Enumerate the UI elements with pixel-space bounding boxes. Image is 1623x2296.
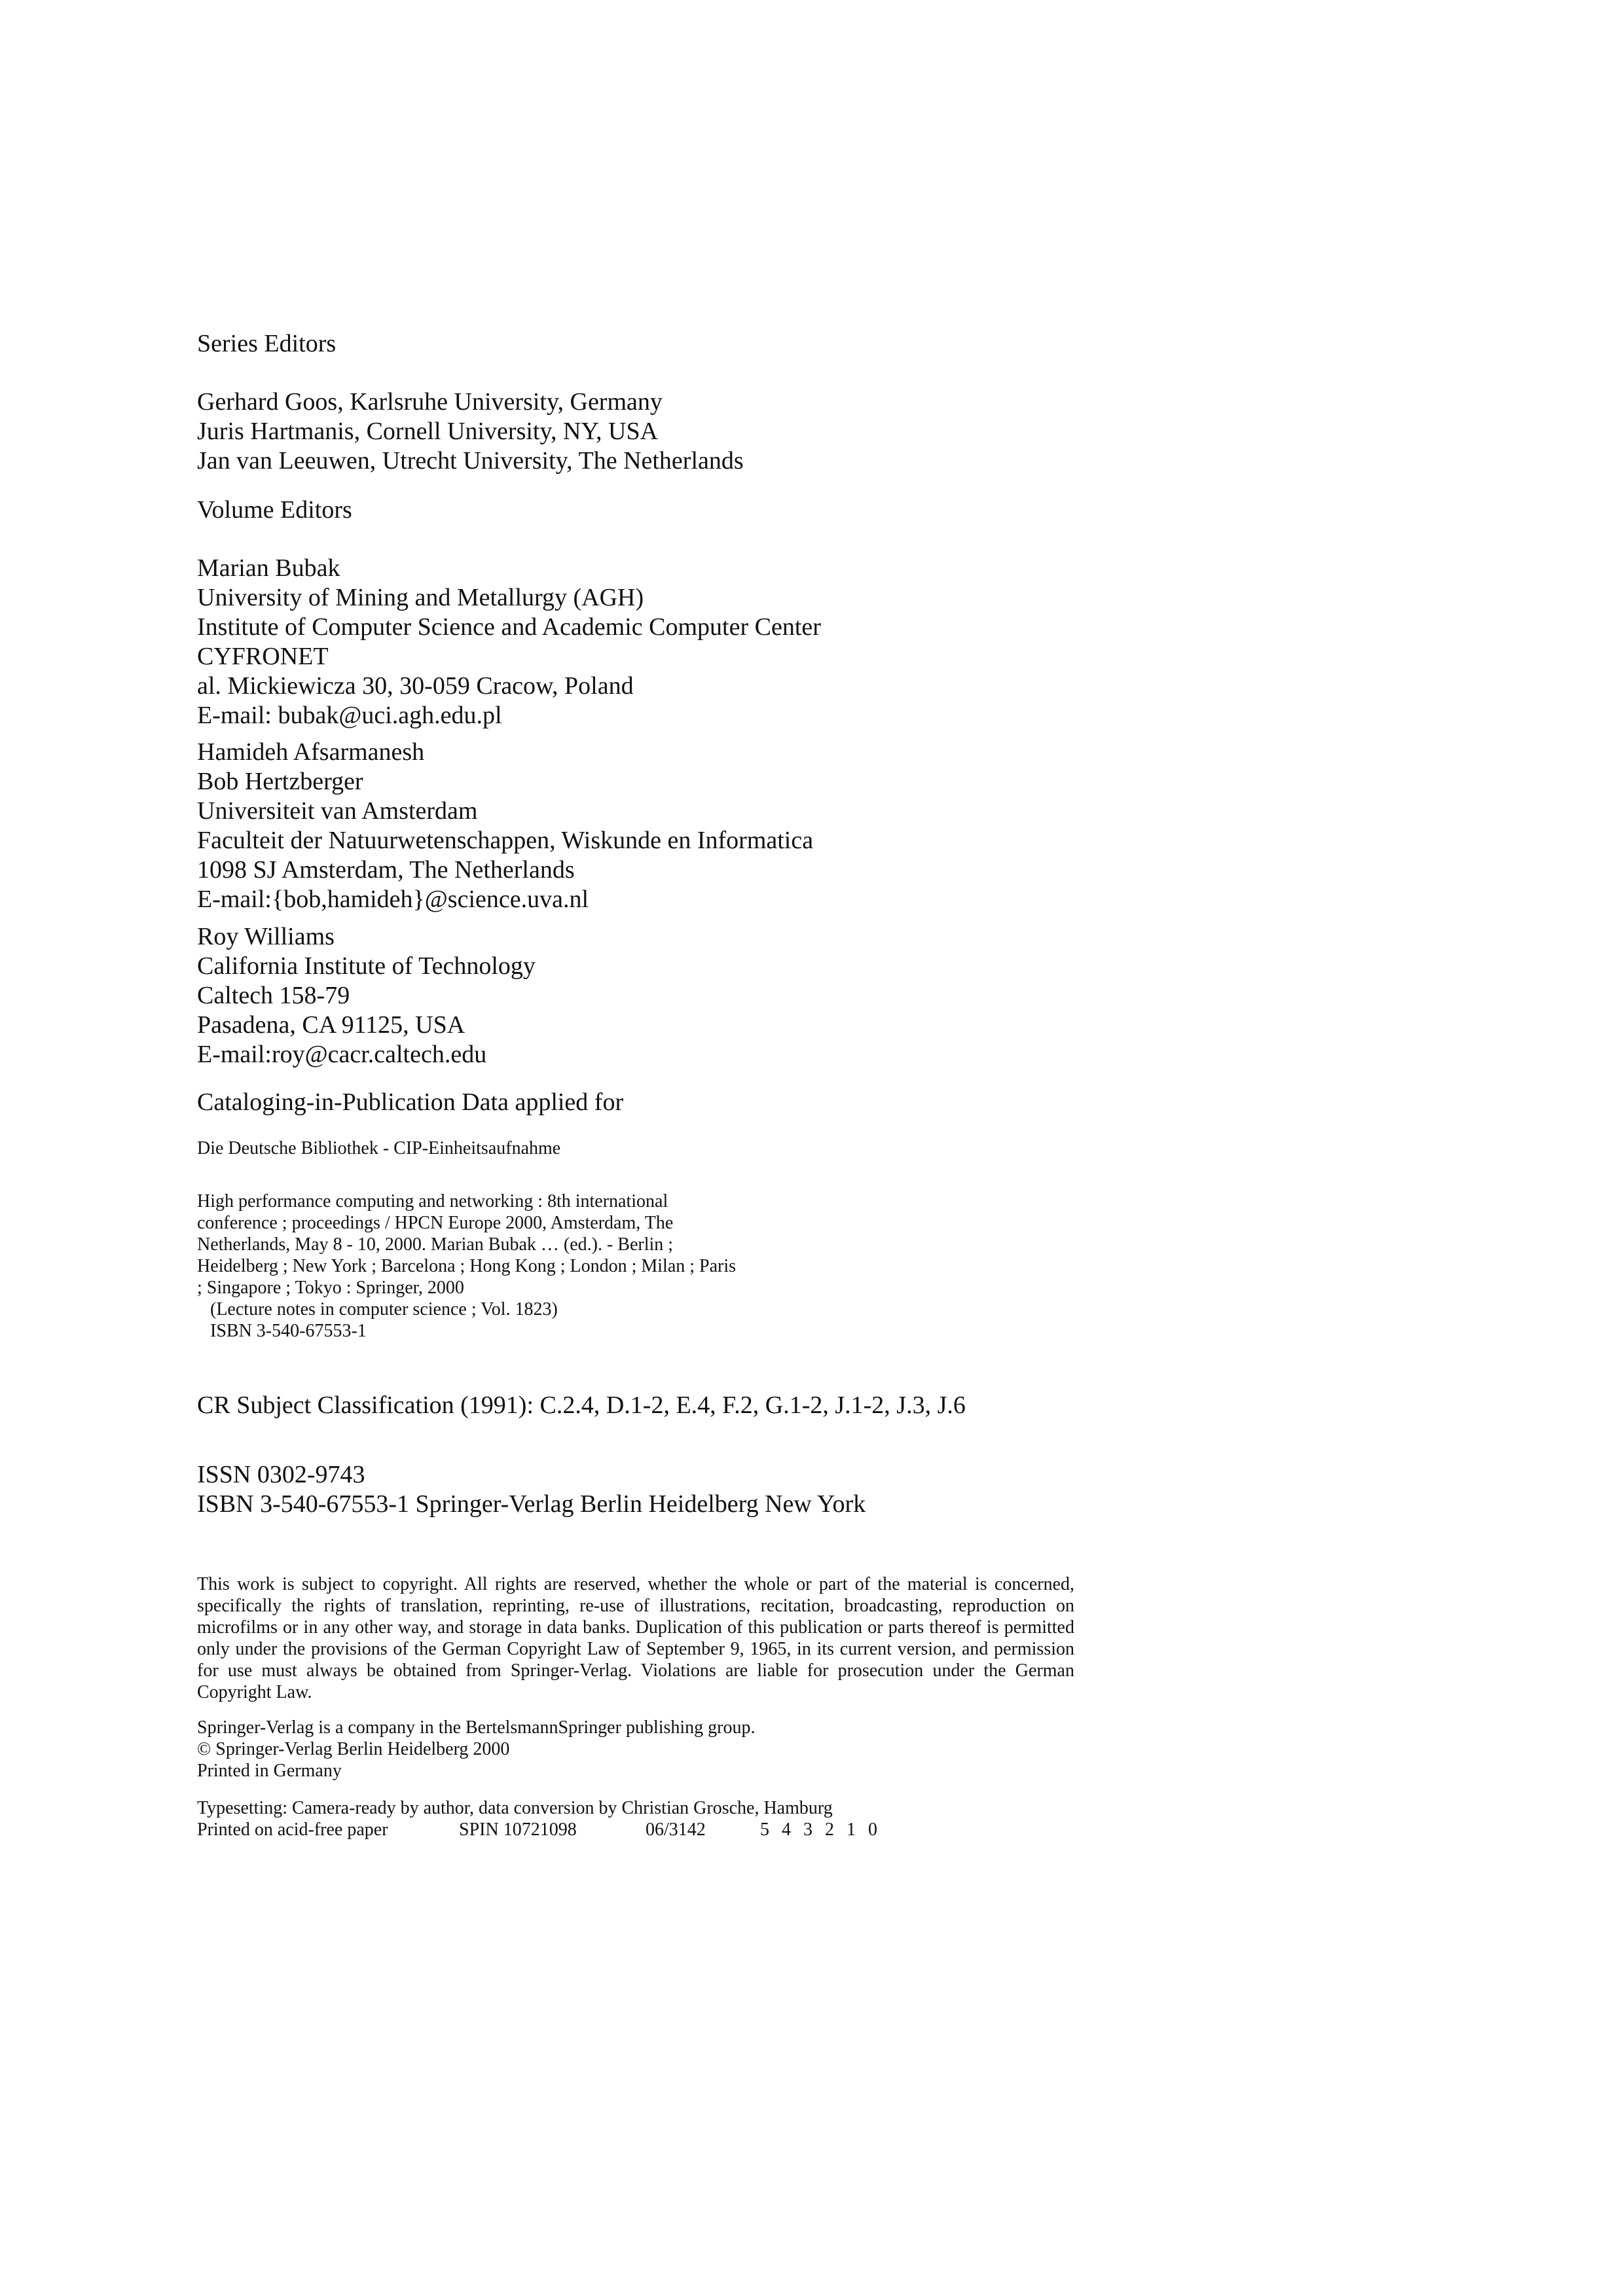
editor-name: Hamideh Afsarmanesh <box>197 738 425 766</box>
editor-affiliation: University of Mining and Metallurgy (AGH) <box>197 584 644 611</box>
isbn: ISBN 3-540-67553-1 Springer-Verlag Berlin Heidelberg New York <box>197 1490 866 1518</box>
classification <box>197 1391 966 1420</box>
cip-applied-text: Cataloging-in-Publication Data applied for <box>197 1088 624 1116</box>
editor-address: al. Mickiewicza 30, 30-059 Cracow, Poland <box>197 672 634 700</box>
cip-record-line: Netherlands, May 8 - 10, 2000. Marian Bubak … (ed.). - Berlin ; <box>197 1234 674 1255</box>
copyright-notice-text: This work is subject to copyright. All rights are reserved, whether the whole or part of the material is concerned, specifically the rights of translation, reprinting, re-use of illustrations, recitation, broadcasting, reproduction on microfilms or in any other way, and storage in data banks. Duplication of this publication or parts thereof is permitted only under the provisions of the German Copyright Law of September 9, 1965, in its current version, and permission for use must always be obtained from Springer-Verlag. Violations are liable for prosecution under the German Copyright Law. <box>197 1574 1074 1702</box>
series-editor-line: Gerhard Goos, Karlsruhe University, Germany <box>197 388 663 416</box>
publisher-group: Springer-Verlag is a company in the BertelsmannSpringer publishing group. <box>197 1717 756 1738</box>
publisher-info <box>197 1717 756 1782</box>
spin-number: SPIN 10721098 <box>459 1820 577 1840</box>
classification-text: CR Subject Classification (1991): C.2.4, D.1-2, E.4, F.2, G.1-2, J.1-2, J.3, J.6 <box>197 1391 966 1419</box>
copyright-line: © Springer-Verlag Berlin Heidelberg 2000 <box>197 1739 510 1759</box>
cip-applied <box>197 1088 623 1117</box>
cip-library-text: Die Deutsche Bibliothek - CIP-Einheitsaufnahme <box>197 1138 561 1158</box>
issn: ISSN 0302-9743 <box>197 1461 365 1488</box>
print-run: 5 4 3 2 1 0 <box>760 1820 881 1840</box>
cip-record <box>197 1191 736 1342</box>
identifiers <box>197 1460 866 1519</box>
imprint <box>197 1797 881 1840</box>
editor-affiliation: California Institute of Technology <box>197 952 536 980</box>
imprint-row <box>197 1819 881 1840</box>
editor-name: Marian Bubak <box>197 554 340 582</box>
series-editors-heading: Series Editors <box>197 330 337 357</box>
editor-name: Roy Williams <box>197 923 335 950</box>
editor-address: Pasadena, CA 91125, USA <box>197 1011 465 1039</box>
volume-editors-section <box>197 495 352 525</box>
editor-affiliation: Institute of Computer Science and Academic Computer Center <box>197 613 821 641</box>
editor-email: E-mail:{bob,hamideh}@science.uva.nl <box>197 886 589 913</box>
cip-isbn: ISBN 3-540-67553-1 <box>210 1321 367 1341</box>
typesetting-line: Typesetting: Camera-ready by author, data conversion by Christian Grosche, Hamburg <box>197 1798 833 1818</box>
paper-note: Printed on acid-free paper <box>197 1820 388 1840</box>
cip-record-line: Heidelberg ; New York ; Barcelona ; Hong Kong ; London ; Milan ; Paris <box>197 1256 737 1276</box>
volume-editors-heading: Volume Editors <box>197 496 352 524</box>
printed-in: Printed in Germany <box>197 1761 342 1781</box>
volume-editor-1 <box>197 554 821 730</box>
cip-record-line: High performance computing and networking : 8th international <box>197 1191 668 1211</box>
editor-email: E-mail:roy@cacr.caltech.edu <box>197 1041 487 1068</box>
editor-affiliation: CYFRONET <box>197 643 329 670</box>
editor-affiliation: Faculteit der Natuurwetenschappen, Wiskunde en Informatica <box>197 827 814 854</box>
series-editor-line: Jan van Leeuwen, Utrecht University, The Netherlands <box>197 447 744 475</box>
series-editors-list <box>197 387 744 476</box>
editor-address: 1098 SJ Amsterdam, The Netherlands <box>197 856 575 884</box>
series-editors-section <box>197 329 336 359</box>
copyright-notice <box>197 1573 1074 1703</box>
cip-series-note: (Lecture notes in computer science ; Vol. 1823) <box>210 1299 558 1319</box>
print-code: 06/3142 <box>646 1820 706 1840</box>
editor-email: E-mail: bubak@uci.agh.edu.pl <box>197 702 502 729</box>
series-editor-line: Juris Hartmanis, Cornell University, NY, USA <box>197 418 659 445</box>
volume-editor-2 <box>197 738 813 914</box>
cip-library <box>197 1138 560 1159</box>
cip-record-line: ; Singapore ; Tokyo : Springer, 2000 <box>197 1278 464 1298</box>
cip-record-line: conference ; proceedings / HPCN Europe 2000, Amsterdam, The <box>197 1213 674 1233</box>
volume-editor-3 <box>197 922 536 1069</box>
editor-address: Caltech 158-79 <box>197 982 350 1009</box>
editor-name: Bob Hertzberger <box>197 768 363 795</box>
editor-affiliation: Universiteit van Amsterdam <box>197 797 478 825</box>
